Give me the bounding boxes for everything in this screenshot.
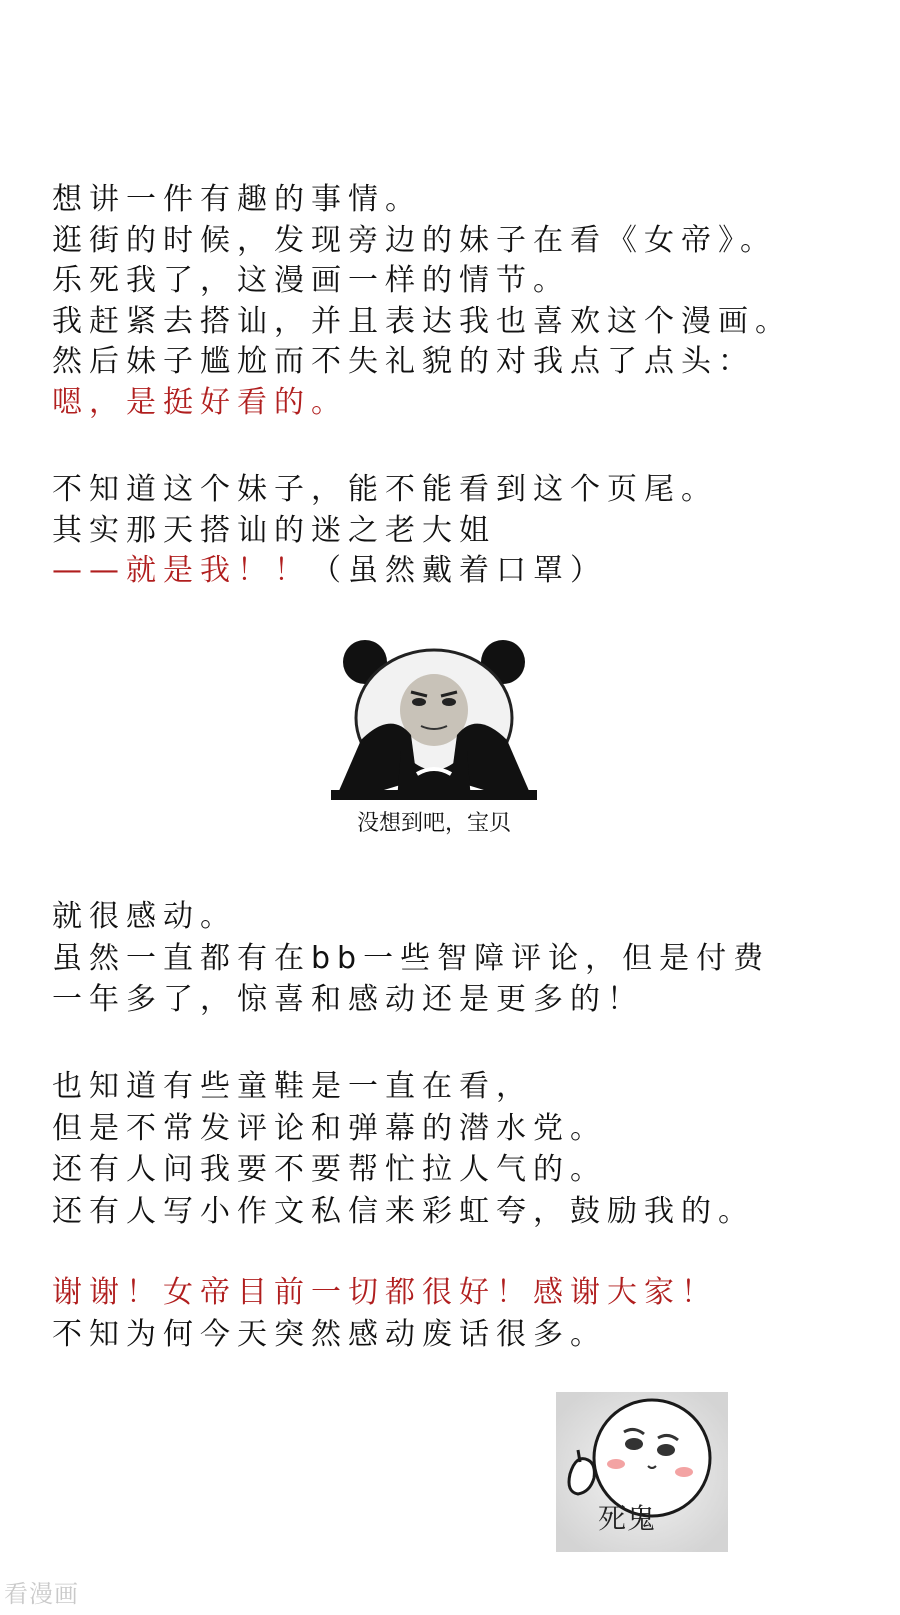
text-line: 但是不常发评论和弹幕的潜水党。	[52, 1110, 607, 1146]
text-line: 想讲一件有趣的事情。	[52, 182, 422, 217]
text-line: 不知为何今天突然感动废话很多。	[52, 1316, 607, 1352]
meme-caption: 没想到吧，宝贝	[356, 811, 511, 836]
text-line: 虽然一直都有在bb一些智障评论，但是付费	[52, 940, 771, 976]
watermark: 看漫画	[4, 1580, 79, 1608]
text-line: 乐死我了，这漫画一样的情节。	[52, 263, 570, 298]
reveal-line	[52, 551, 718, 592]
reveal-note: （虽然戴着口罩）	[311, 553, 607, 588]
text-line: 也知道有些童鞋是一直在看，	[52, 1069, 533, 1104]
panda-meme-image	[331, 640, 537, 800]
text-line: 一年多了，惊喜和感动还是更多的！	[52, 982, 644, 1017]
paragraph-thanks	[52, 1272, 718, 1355]
text-line: 还有人写小作文私信来彩虹夸，鼓励我的。	[52, 1193, 755, 1229]
text-line: 就很感动。	[52, 899, 237, 934]
text-line: 我赶紧去搭讪，并且表达我也喜欢这个漫画。	[52, 303, 792, 339]
paragraph-touched	[52, 896, 770, 1021]
thanks-line: 谢谢！女帝目前一切都很好！感谢大家！	[52, 1275, 718, 1310]
sticker-caption: 死鬼	[598, 1502, 657, 1535]
text-line: 其实那天搭讪的迷之老大姐	[52, 512, 496, 548]
text-line: 然后妹子尴尬而不失礼貌的对我点了点头：	[52, 344, 755, 379]
paragraph-interesting-story	[52, 180, 792, 423]
highlight-line: 嗯，是挺好看的。	[52, 384, 348, 420]
text-line: 还有人问我要不要帮忙拉人气的。	[52, 1152, 607, 1187]
paragraph-reveal	[52, 470, 718, 592]
text-line: 不知道这个妹子，能不能看到这个页尾。	[52, 472, 718, 507]
text-line: 逛街的时候，发现旁边的妹子在看《女帝》。	[52, 222, 777, 258]
paragraph-readers	[52, 1066, 755, 1232]
reveal-highlight: ——就是我！！	[52, 553, 311, 588]
